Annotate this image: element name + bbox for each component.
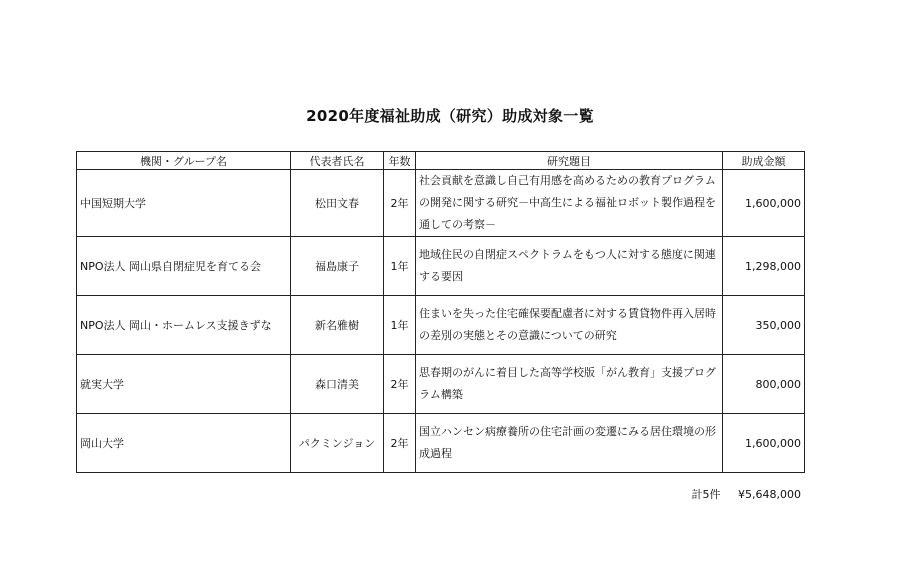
table-row [77,237,805,296]
research-topic-cell: 地域住民の自閉症スペクトラムをもつ人に対する態度に関連する要因 [416,237,723,296]
header-representative: 代表者氏名 [291,152,384,170]
table-row [77,414,805,473]
organization-cell: NPO法人 岡山・ホームレス支援きずな [77,296,291,355]
grants-table [76,151,805,473]
years-cell: 1年 [384,237,416,296]
grant-amount-cell: 350,000 [723,296,805,355]
organization-cell: 岡山大学 [77,414,291,473]
grant-amount-cell: 1,298,000 [723,237,805,296]
total-amount: ¥5,648,000 [738,488,801,501]
representative-cell: 森口清美 [291,355,384,414]
organization-cell: 中国短期大学 [77,170,291,237]
representative-cell: パクミンジョン [291,414,384,473]
years-cell: 2年 [384,355,416,414]
years-cell: 2年 [384,414,416,473]
header-grant-amount: 助成金額 [723,152,805,170]
research-topic-cell: 思春期のがんに着目した高等学校版「がん教育」支援プログラム構築 [416,355,723,414]
years-cell: 2年 [384,170,416,237]
total-count: 計5件 [691,488,721,501]
table-row [77,355,805,414]
research-topic-cell: 住まいを失った住宅確保要配慮者に対する賃貸物件再入居時の差別の実態とその意識についての研究 [416,296,723,355]
table-row [77,170,805,237]
table-header-row [77,152,805,170]
grant-amount-cell: 800,000 [723,355,805,414]
header-research-topic: 研究題目 [416,152,723,170]
header-years: 年数 [384,152,416,170]
research-topic-cell: 国立ハンセン病療養所の住宅計画の変遷にみる居住環境の形成過程 [416,414,723,473]
years-cell: 1年 [384,296,416,355]
representative-cell: 福島康子 [291,237,384,296]
grant-amount-cell: 1,600,000 [723,414,805,473]
table-row [77,296,805,355]
organization-cell: NPO法人 岡山県自閉症児を育てる会 [77,237,291,296]
grant-amount-cell: 1,600,000 [723,170,805,237]
header-organization: 機関・グループ名 [77,152,291,170]
organization-cell: 就実大学 [77,355,291,414]
representative-cell: 松田文春 [291,170,384,237]
representative-cell: 新名雅樹 [291,296,384,355]
grant-total-summary [692,486,801,502]
research-topic-cell: 社会貢献を意識し自己有用感を高めるための教育プログラムの開発に関する研究－中高生による福祉ロボット製作過程を通しての考察－ [416,170,723,237]
page-title: 2020年度福祉助成（研究）助成対象一覧 [306,107,594,125]
